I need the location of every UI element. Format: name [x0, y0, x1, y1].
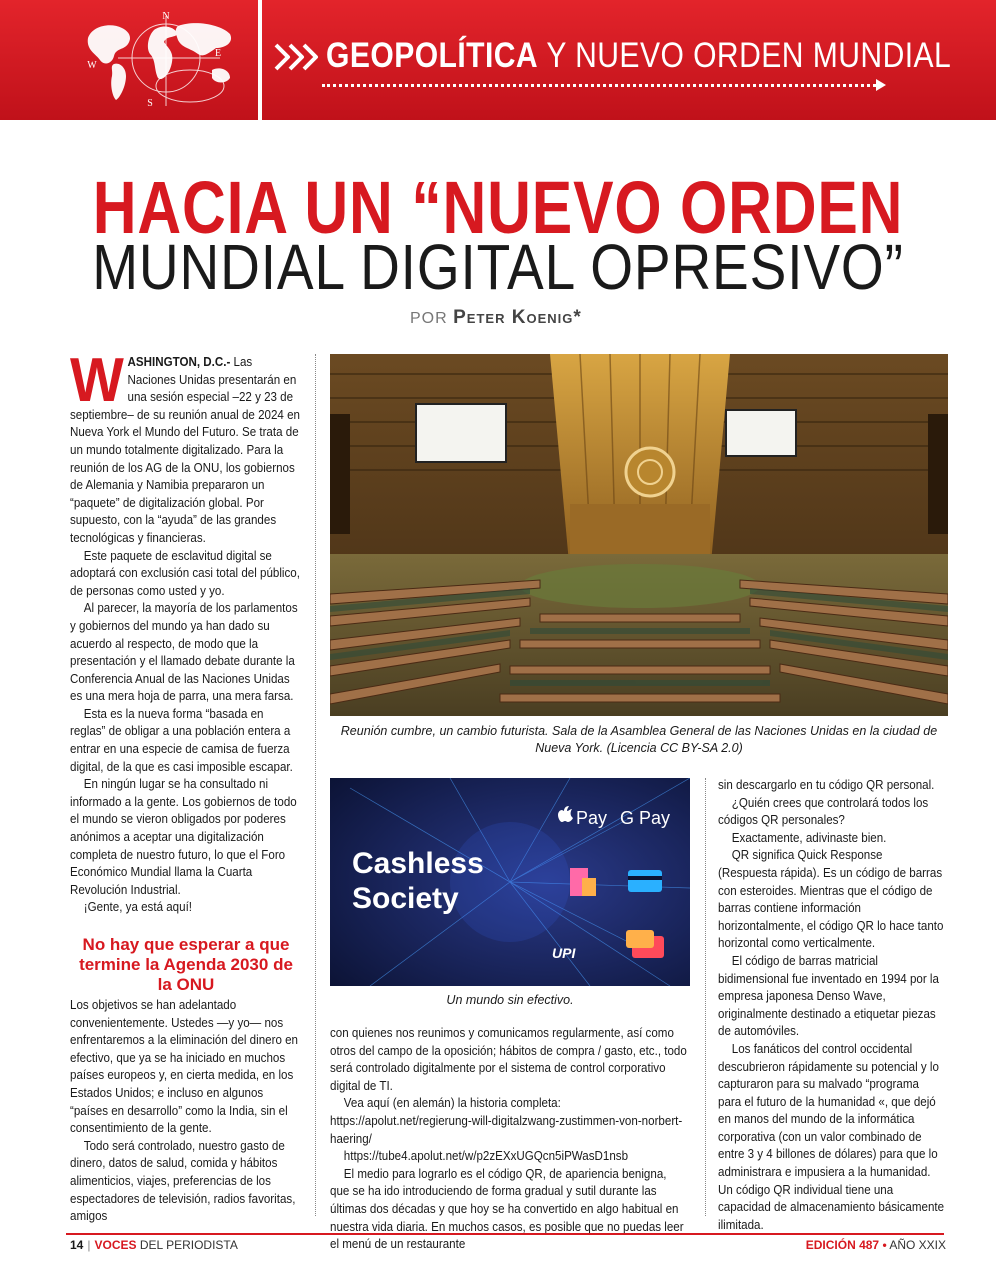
banner-arrow-icon [876, 79, 886, 91]
cashless-caption: Un mundo sin efectivo. [446, 993, 574, 1007]
dateline: ASHINGTON, D.C.- [127, 355, 231, 369]
col3-paragraph-5: El código de barras matricial bidimensional fue inventado en 1994 por la empresa japonesa Denso Wave, originalmente destinado a etiquetar piezas de automóviles. [718, 953, 939, 1039]
section-title-bold: GEOPOLÍTICA [326, 36, 539, 75]
col1-paragraph-5: En ningún lugar se ha consultado ni informado a la gente. Los gobiernos de todo el mundo se vieron obligados por poderes anónimos a aceptar una digitalización completa de nuestro futuro, lo que el Foro Económico Mundial llama la Cuarta Revolución Industrial. [70, 777, 297, 897]
card-icon [628, 870, 662, 892]
section-title [326, 36, 951, 76]
chevrons-icon [272, 40, 322, 74]
footer-left [70, 1238, 238, 1252]
byline-author: Peter Koenig* [453, 307, 582, 328]
col1-paragraph-4: Esta es la nueva forma “basada en reglas” de obligar a una población entera a entrar en una especie de camisa de fuerza digital, de la que es casi imposible escapar. [70, 706, 293, 774]
article-column-2 [330, 1025, 690, 1254]
compass-w: W [87, 60, 97, 71]
col3-paragraph-4: QR significa Quick Response (Respuesta rápida). Es un código de barras con esteroides. Mientras que el código de barras contiene información horizontalmente, el código QR lo hace tanto horizontal como verticalmente. [718, 848, 944, 951]
col3-paragraph-6: Los fanáticos del control occidental descubrieron rápidamente su potencial y lo capturaron para su malvado “programa para el futuro de la humanidad «, que dejó en manos del mundo de la informática corporativa (con un valor combinado de entre 3 y 4 billones de dólares) para que lo administrara e impusiera a la humanidad. Un código QR individual tiene una capacidad de almacenamiento básicamente ilimitada. [718, 1041, 945, 1232]
footer-bullet: • [882, 1238, 887, 1252]
cashless-title-2: Society [352, 882, 459, 915]
subheading: No hay que esperar a que termine la Agenda 2030 de la ONU [79, 935, 293, 994]
section-title-rest: Y NUEVO ORDEN MUNDIAL [538, 36, 952, 75]
photo-caption: Reunión cumbre, un cambio futurista. Sala de la Asamblea General de las Naciones Unidas en la ciudad de Nueva York. (Licencia CC BY-SA 2.0) [340, 724, 938, 755]
footer-right [806, 1238, 946, 1252]
headline-line2: MUNDIAL DIGITAL OPRESIVO” [92, 231, 904, 303]
col1-paragraph-8: Todo será controlado, nuestro gasto de dinero, datos de salud, comida y hábitos alimenticios, viajes, preferencias de los espectadores de televisión, radios favoritas, amigos [70, 1138, 296, 1224]
banner-divider [258, 0, 262, 120]
edition-label: EDICIÓN 487 [805, 1238, 880, 1252]
col2-paragraph-4: El medio para lograrlo es el código QR, de apariencia benigna, que se ha ido introduciendo de forma gradual y sutil durante las últimas dos décadas y que hoy se ha convertido en algo habitual en nuestra vida diaria. En muchos casos, es posible que no puedas leer el menú de un restaurante [330, 1166, 684, 1252]
magazine-name-bold: VOCES [94, 1238, 137, 1252]
year-label: AÑO XXIX [889, 1238, 946, 1252]
col1-paragraph-3: Al parecer, la mayoría de los parlamentos y gobiernos del mundo ya han dado su acuerdo al respecto, de modo que la presentación y el llamado debate durante la Conferencia Anual de las Naciones Unidas es una mera hoja de parra, una mera farsa. [70, 601, 298, 704]
compass-e: E [214, 48, 222, 59]
dropcap: W [70, 346, 124, 415]
cashless-society-image [330, 778, 690, 986]
compass-s: S [147, 98, 153, 109]
col3-paragraph-1: sin descargarlo en tu código QR personal. [718, 778, 935, 792]
col1-paragraph-1 [70, 346, 301, 548]
article-column-3 [718, 777, 946, 1234]
cashless-title-1: Cashless [352, 847, 484, 880]
upi-label: UPI [552, 945, 576, 961]
col1-paragraph-7: Los objetivos se han adelantado convenientemente. Ustedes —y yo— nos enfrentaremos a la eliminación del dinero en efectivo, que ya se ha iniciado en muchos países europeos y, en cierta medida, en los Estados Unidos; e incluso en algunos “países en desarrollo” como la India, sin el consentimiento de la gente. [70, 998, 299, 1136]
section-banner [0, 0, 996, 120]
g-pay-label: G Pay [620, 808, 671, 828]
col1-paragraph-6: ¡Gente, ya está aquí! [83, 900, 193, 915]
magazine-name-rest: DEL PERIODISTA [136, 1238, 238, 1252]
col3-paragraph-3: Exactamente, adivinaste bien. [731, 830, 887, 845]
headline-line1: HACIA UN “NUEVO ORDEN [92, 166, 904, 249]
byline [410, 307, 582, 329]
col2-paragraph-3: https://tube4.apolut.net/w/p2zEXxUGQcn5iPWasD1nsb [343, 1149, 629, 1164]
col2-paragraph-1: con quienes nos reunimos y comunicamos regularmente, así como otros del campo de la oposición; hábitos de compra / gasto, etc., todo será controlado digitalmente por el sistema de control corporativo digital de TI. [330, 1026, 687, 1093]
un-assembly-photo [330, 354, 948, 716]
col1-paragraph-2: Este paquete de esclavitud digital se adoptará con exclusión casi total del público, de personas como usted y yo. [70, 548, 300, 598]
column-rule-1 [315, 354, 316, 1216]
compass-n: N [162, 11, 170, 22]
byline-prefix: POR [410, 310, 454, 327]
col1-p1-text: Las Naciones Unidas presentarán en una sesión especial –22 y 23 de septiembre– de su reunión anual de 2024 en Nueva York el Mundo del Futuro. Se trata de un mundo totalmente digitalizado. Para la reunión de los AG de la ONU, los gobiernos de Alemania y Namibia prepararon un “paquete” de digitalización global. Por supuesto, con la “ayuda” de las grandes tecnológicas y financieras. [70, 355, 300, 545]
column-rule-2 [705, 778, 706, 1216]
footer-separator: | [87, 1238, 91, 1252]
world-map-compass-logo [70, 8, 255, 112]
banner-dotted-line [322, 84, 882, 87]
page-number: 14 [70, 1238, 84, 1252]
col3-paragraph-2: ¿Quién crees que controlará todos los códigos QR personales? [718, 795, 929, 828]
col2-paragraph-2: Vea aquí (en alemán) la historia completa: https://apolut.net/regierung-will-digitalzwang-zustimmen-von-norbert-haering/ [330, 1096, 683, 1146]
apple-pay-label: Pay [576, 808, 608, 828]
footer-rule [66, 1233, 944, 1235]
article-column-1 [70, 346, 302, 1226]
